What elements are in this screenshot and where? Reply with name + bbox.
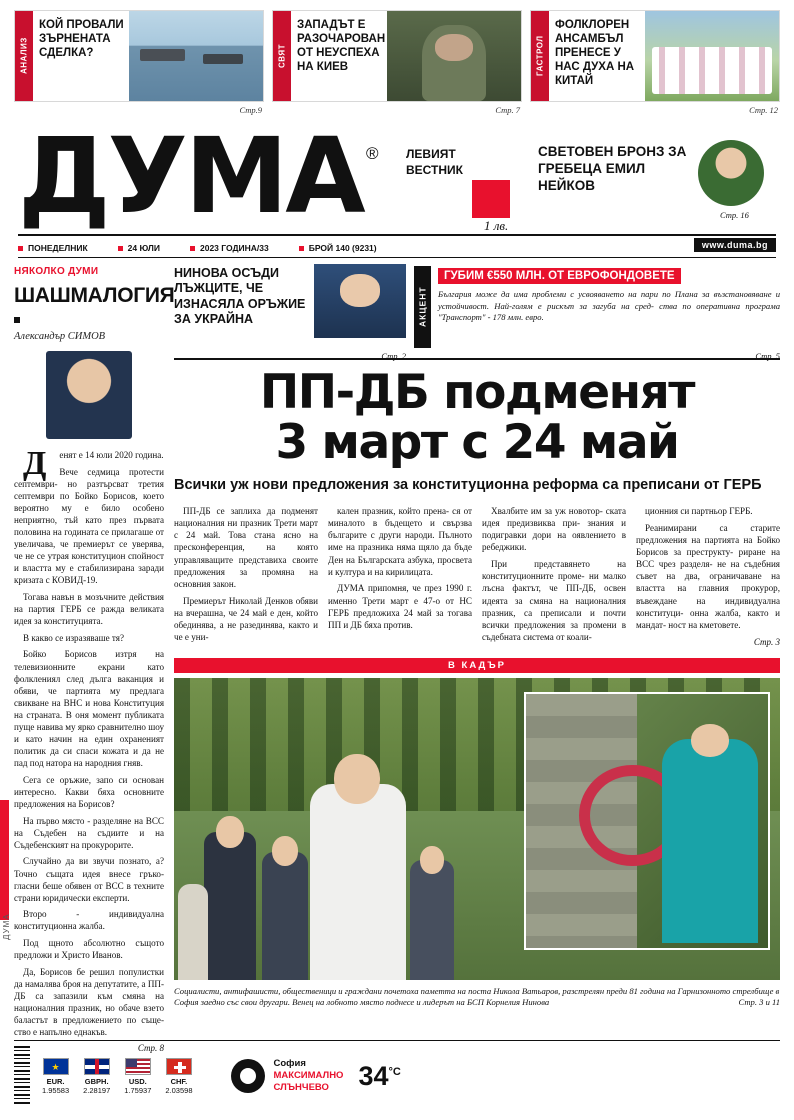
weather-text: [274, 1058, 344, 1094]
opinion-body: [14, 445, 164, 1038]
aktsent-block: [414, 266, 780, 361]
bronze-page-ref: Стр. 16: [720, 210, 749, 220]
paragraph: ционния си партньор ГЕРБ.: [645, 505, 753, 516]
lead-top-divider: [174, 358, 780, 360]
promo-row: [174, 266, 780, 361]
bullet-icon: [18, 246, 23, 251]
issue-date: 24 ЮЛИ: [127, 243, 160, 253]
photo-person-face: [272, 836, 298, 866]
paragraph: В какво се изразяваше тя?: [23, 632, 124, 643]
paragraph: Премиерът Николай Денков обяви на вчерашна, че 24 май е ден, който обединява, а не разединява, както и че е уни-: [174, 595, 318, 643]
paragraph: На първо място - разделяне на ВСС на Съдебен на съдиите и на Съдебенският на прокурорите.: [14, 815, 164, 850]
aktsent-body: България може да има проблеми с усвояването на пари по Плана за възстановяване и устойчивост. Най-голям е рискът за загуба на сред- ства по оперативна програма "Транспорт" - 178 млн. евро.: [438, 289, 780, 323]
weather-temperature: [358, 1061, 400, 1092]
lead-col-1: [174, 505, 318, 648]
woman-face: [691, 724, 730, 757]
teaser-category-tab: СВЯТ: [273, 11, 291, 101]
lead-headline-line1: ПП-ДБ подменят: [259, 365, 695, 420]
rate-value: 1.95583: [42, 1085, 70, 1095]
teaser-headline: ФОЛКЛОРЕН АНСАМБЪЛ ПРЕНЕСЕ У НАС ДУХА НА КИТАЙ: [555, 19, 635, 88]
teaser-page-ref: Стр. 7: [495, 105, 520, 115]
lead-headline[interactable]: [174, 365, 780, 470]
rate-value: 2.03598: [165, 1085, 193, 1095]
teaser-item[interactable]: [14, 10, 264, 115]
bullet-icon: [299, 246, 304, 251]
teaser-category-tab: АНАЛИЗ: [15, 11, 33, 101]
sun-icon: [231, 1059, 265, 1093]
bronze-promo-text[interactable]: СВЕТОВЕН БРОНЗ ЗА ГРЕБЕЦА ЕМИЛ НЕЙКОВ: [538, 144, 687, 193]
rate-item: [124, 1058, 151, 1095]
photo-main-speaker: [310, 784, 406, 980]
caption-page-ref: Стр. 3 и 11: [738, 997, 780, 1008]
teaser-headline: ЗАПАДЪТ Е РАЗОЧАРОВАН ОТ НЕУСПЕХА НА КИЕВ: [297, 19, 386, 74]
paragraph: Бойко Борисов изтря на телевизионните екрани като фолклениял след дълга ваканция и обяви, че партията му предлага свикване на ВНС и нова Конституция на страната. В оня момент публиката пуще навива му ярко сравнително шоу и като начин на един охраненият политик да си спаси кожата и да не пад под натора на народния гняв.: [14, 649, 164, 769]
paragraph: Тогава навън в мозъчните действия на партия ГЕРБ се ражда великата идея за конституцията.: [14, 592, 164, 627]
teaser-category-tab: ГАСТРОЛ: [531, 11, 549, 101]
paragraph: кален празник, който прена- ся от миналото в бъдещето и свързва българите с други народи. Пълното име на празника няма щяло да бъде Ден на Българската азбука, просвета и култура и на кирилицата.: [328, 505, 472, 577]
opinion-page-ref: Стр. 8: [137, 1042, 164, 1053]
paragraph: При представянето на конституционните проме- ни малко лъсна фактът, че ПП-ДБ, освен идеята за смяна на националния празник, са преписали и почти всички предложения за промени в съдебната система от коали-: [482, 559, 626, 643]
content-grid: [14, 266, 780, 1053]
rate-item: [42, 1058, 69, 1095]
weather-condition-1: МАКСИМАЛНО: [273, 1070, 344, 1082]
barcode: [14, 1046, 30, 1106]
lead-col-2: [328, 505, 472, 648]
lead-headline-line2: 3 март с 24 май: [275, 415, 679, 470]
issue-price: 1 лв.: [484, 218, 509, 233]
teaser-headline: КОЙ ПРОВАЛИ ЗЪРНЕНАТА СДЕЛКА?: [39, 19, 124, 60]
kornelia-ninova-photo: [314, 264, 406, 338]
teaser-page-ref: Стр. 12: [749, 105, 778, 115]
ninova-promo[interactable]: [174, 266, 406, 361]
lead-body: [174, 505, 780, 648]
photo-person: [410, 860, 454, 980]
issue-number: БРОЙ 140 (9231): [308, 243, 377, 253]
weather-widget: [231, 1058, 401, 1094]
paragraph: Вече седмица протести септември- но разтърсват третия септември по Бойко Борисов, което вероятно му е било особено неприятно, тъй като през първата половина на годината се прилагаше от увеличава, че премиерът се уверява, че не се утрая конституцион спойност и властта му е стабилизирана заради кризата с КОВИД-19.: [14, 466, 164, 586]
ch-flag-icon: [166, 1058, 192, 1075]
cargo-ships-photo: [129, 11, 263, 101]
ninova-promo-headline: НИНОВА ОСЪДИ ЛЪЖЦИТЕ, ЧЕ ИЗНАСЯЛА ОРЪЖИЕ ЗА УКРАЙНА: [174, 266, 306, 326]
paragraph: Да, Борисов бе решил популистки да намалява броя на депутатите, а ПП-ДБ са запазили към смяна на националния празник, но обаче взето баластът в предложението по съще- ство е напълно еднакъв.: [14, 966, 164, 1038]
bullet-icon: [118, 246, 123, 251]
ninova-page-ref: Стр. 2: [381, 351, 406, 361]
v-kadar-section-bar: В КАДЪР: [174, 658, 780, 673]
main-column: [174, 266, 780, 1053]
teaser-page-ref: Стр.9: [239, 105, 262, 115]
lead-page-ref: Стр. 3: [753, 636, 780, 647]
opinion-author: Александър СИМОВ: [14, 331, 106, 342]
wreath-laying-photo: [524, 692, 770, 950]
rate-currency: GBPH.: [84, 1076, 109, 1086]
temperature-unit: °C: [388, 1065, 401, 1078]
rate-item: [83, 1058, 110, 1095]
temperature-value: 34: [358, 1060, 389, 1091]
dropcap-letter: Д: [23, 445, 47, 482]
weather-condition-2: СЛЪНЧЕВО: [273, 1081, 329, 1093]
currency-rates: [42, 1058, 193, 1095]
rate-currency: EUR.: [46, 1076, 65, 1086]
rate-value: 1.75937: [124, 1085, 152, 1095]
photo-speaker-face: [334, 754, 380, 804]
aktsent-category-tab: АКЦЕНТ: [414, 266, 431, 348]
author-portrait: [46, 351, 132, 439]
teaser-strip: [14, 10, 780, 115]
infoline-divider: [18, 257, 776, 258]
paragraph: Реанимирани са старите предложения на партията на Бойко Борисов за преструкту- риране на ВСС чрез разделя- не на съдебния съвет на два, ограничаване на властта на главния прокурор, въвеждане на индивидуална конституци- онна жалба, както и мандат- ност на кметовете.: [636, 522, 780, 630]
caption-text: Социалисти, антифашисти, общественици и граждани почетоха паметта на поста Никола Ватьаров, разстрелян преди 81 година на Гарнизонното стрелбище в София заедно със свои другари. Венец на лобното място поднесе и лидерът на БСП Корнелия Нинова: [174, 985, 780, 1008]
rate-item: [165, 1058, 192, 1095]
lead-col-4: [636, 505, 780, 648]
photo-person: [178, 884, 208, 980]
website-link[interactable]: www.duma.bg: [694, 238, 776, 252]
teaser-item[interactable]: [272, 10, 522, 115]
photo-person-face: [216, 816, 244, 848]
us-flag-icon: [125, 1058, 151, 1075]
aktsent-headline[interactable]: ГУБИМ €550 МЛН. ОТ ЕВРОФОНДОВЕТЕ: [438, 268, 681, 284]
registered-trademark-icon: ®: [366, 144, 379, 163]
photo-person: [262, 852, 308, 980]
opinion-kicker: НЯКОЛКО ДУМИ: [14, 266, 99, 277]
lead-subheadline: Всички уж нови предложения за конституционна реформа са преписани от ГЕРБ: [174, 477, 762, 493]
ukrainian-soldier-photo: [387, 11, 521, 101]
lead-col-3: [482, 505, 626, 648]
rate-currency: USD.: [128, 1076, 147, 1086]
issue-info-line: [18, 240, 776, 256]
paragraph: Под щното абсолютно същото предложи и Христо Иванов.: [14, 937, 164, 961]
uk-flag-icon: [84, 1058, 110, 1075]
memorial-ceremony-photo: [174, 678, 780, 980]
weather-city: София: [273, 1058, 306, 1070]
teaser-item[interactable]: [530, 10, 780, 115]
paragraph: Случайно да ви звучи познато, а? Точно същата идея внесе гръко- гласни беше обявен от ВСС в техните страни юридически експерти.: [14, 856, 164, 903]
paragraph: енят е 14 юли 2020 година.: [59, 450, 164, 460]
logo-red-square: [472, 180, 510, 218]
opinion-title[interactable]: ШАШМАЛОГИЯ: [14, 284, 175, 307]
side-vertical-label: ДУМА: [2, 913, 11, 940]
rate-currency: CHF.: [170, 1076, 188, 1086]
paragraph: Сега се оръжие, запо си основан интересно. Какви бяха основните предложения на Борисов?: [14, 774, 164, 810]
emil-neykov-photo: [698, 140, 764, 206]
newspaper-logo: ДУМА: [18, 115, 363, 237]
issue-year: 2023 ГОДИНА/33: [200, 243, 269, 253]
decorative-square: [14, 317, 20, 323]
page-footer: [14, 1040, 780, 1112]
masthead-tagline: ЛЕВИЯТ ВЕСТНИК: [406, 147, 463, 178]
woman-in-teal: [662, 739, 759, 942]
photo-caption: [174, 986, 780, 1009]
aktsent-page-ref: Стр. 5: [755, 351, 780, 361]
paragraph: ПП-ДБ се заплиха да подменят националния ни празник Трети март с 24 май. Това стана ясно на пресконференция, на която управляващите представиха своите предложения за промяна на основния закон.: [174, 505, 318, 589]
bullet-icon: [190, 246, 195, 251]
folk-ensemble-photo: [645, 11, 779, 101]
paragraph: Хвалбите им за уж новотор- ската идея предизвиква при- знания и подигравки дори на оявлението в ребеджики.: [482, 505, 626, 553]
masthead-divider: [18, 234, 776, 236]
masthead: [14, 115, 780, 253]
issue-day: ПОНЕДЕЛНИК: [28, 243, 88, 253]
rate-value: 2.28197: [83, 1085, 111, 1095]
photo-person: [204, 832, 256, 980]
paragraph: Второ - индивидуална конституционна жалба.: [14, 909, 164, 932]
paragraph: ДУМА припомня, че през 1990 г. именно Трети март е 47-о от НС ГЕРБ предложиха 24 май за тогава ПП и ДБ бяха против.: [328, 583, 472, 630]
opinion-column: [14, 266, 175, 1053]
photo-person-face: [420, 846, 444, 874]
eu-flag-icon: [43, 1058, 69, 1075]
